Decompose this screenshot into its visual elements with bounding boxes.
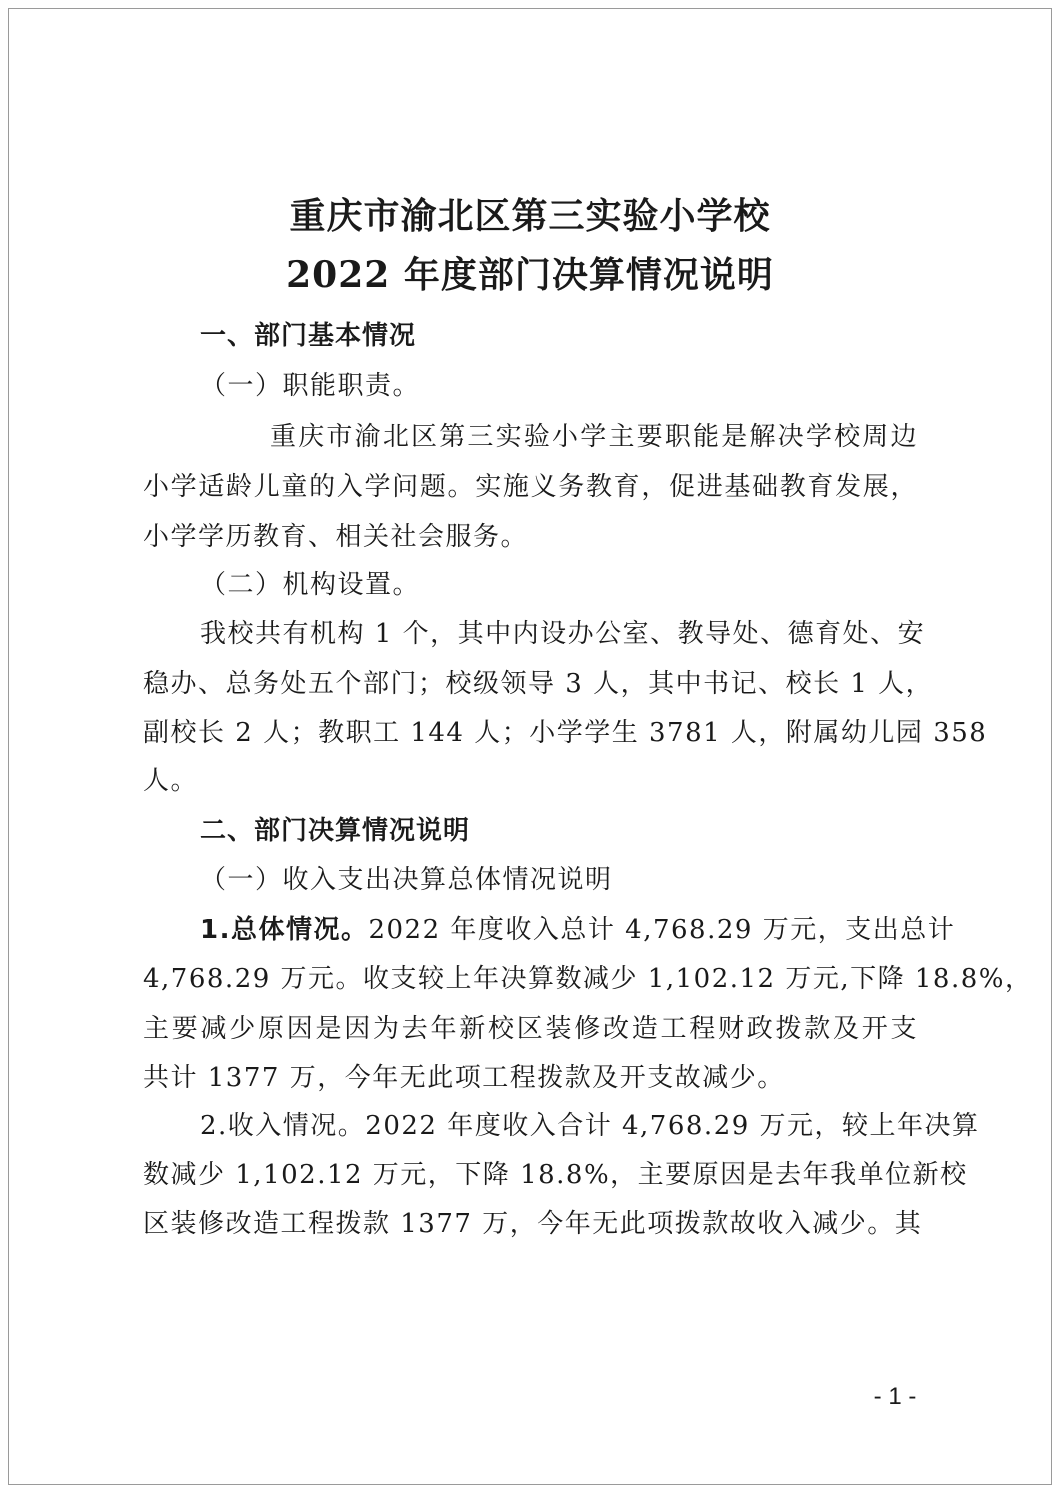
section1-sub1-line: 重庆市渝北区第三实验小学主要职能是解决学校周边 xyxy=(270,422,918,452)
section1-sub1-heading: （一）职能职责。 xyxy=(200,371,421,401)
section2-para2-line: 区装修改造工程拨款 1377 万，今年无此项拨款故收入减少。其 xyxy=(143,1209,923,1239)
section1-heading: 一、部门基本情况 xyxy=(200,321,417,351)
para1-lead: 1.总体情况。 xyxy=(200,915,369,945)
section2-sub1-heading: （一）收入支出决算总体情况说明 xyxy=(200,865,613,895)
section2-para1-line: 主要减少原因是因为去年新校区装修改造工程财政拨款及开支 xyxy=(143,1014,918,1044)
section2-para1-line: 共计 1377 万，今年无此项工程拨款及开支故减少。 xyxy=(143,1063,785,1093)
section1-sub2-heading: （二）机构设置。 xyxy=(200,570,421,600)
para1-line1-rest: 2022 年度收入总计 4,768.29 万元，支出总计 xyxy=(368,915,956,945)
section1-sub1-line: 小学适龄儿童的入学问题。实施义务教育，促进基础教育发展， xyxy=(143,472,918,502)
section1-sub1-line: 小学学历教育、相关社会服务。 xyxy=(143,522,529,552)
section2-para1-line: 4,768.29 万元。收支较上年决算数减少 1,102.12 万元,下降 18.8%， xyxy=(143,964,1033,994)
section2-para2-line: 2.收入情况。2022 年度收入合计 4,768.29 万元，较上年决算 xyxy=(200,1111,980,1141)
section2-para1-first-line xyxy=(200,914,956,946)
document-title-line2: 2022 年度部门决算情况说明 xyxy=(286,254,774,296)
section1-sub2-line: 稳办、总务处五个部门；校级领导 3 人，其中书记、校长 1 人， xyxy=(143,669,934,699)
document-title-line1: 重庆市渝北区第三实验小学校 xyxy=(289,195,771,237)
page-number: - 1 - xyxy=(873,1383,917,1410)
section1-sub2-line: 人。 xyxy=(143,766,199,796)
section1-sub2-line: 我校共有机构 1 个，其中内设办公室、教导处、德育处、安 xyxy=(200,619,926,649)
section1-sub2-line: 副校长 2 人；教职工 144 人；小学学生 3781 人，附属幼儿园 358 xyxy=(143,718,988,748)
section2-para2-line: 数减少 1,102.12 万元，下降 18.8%，主要原因是去年我单位新校 xyxy=(143,1160,968,1190)
section2-heading: 二、部门决算情况说明 xyxy=(200,816,471,846)
